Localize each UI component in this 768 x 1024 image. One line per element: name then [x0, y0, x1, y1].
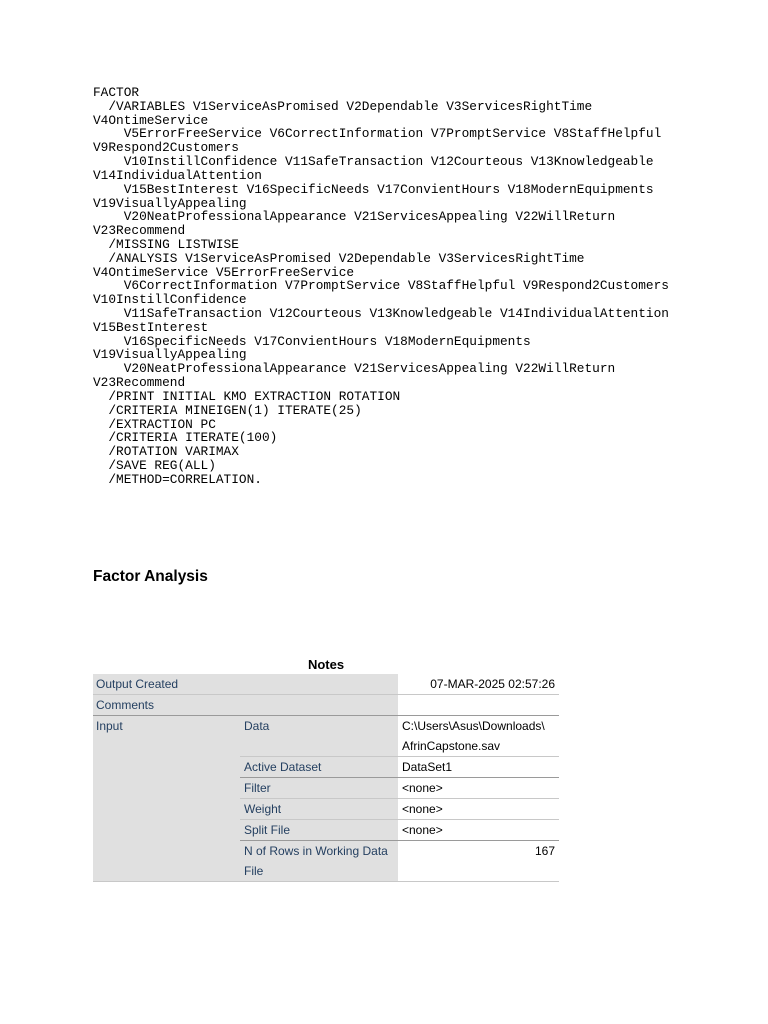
factor-syntax-block — [93, 86, 669, 487]
syntax-line: V4OntimeService — [93, 112, 209, 128]
table-row — [93, 757, 559, 778]
syntax-line: /VARIABLES V1ServiceAsPromised V2Dependable V3ServicesRightTime — [93, 98, 593, 114]
active-dataset-value: DataSet1 — [398, 757, 559, 778]
syntax-line: V23Recommend — [93, 223, 186, 239]
syntax-line: V15BestInterest V16SpecificNeeds V17ConvientHours V18ModernEquipments — [93, 181, 654, 197]
syntax-line: /CRITERIA ITERATE(100) — [93, 430, 278, 446]
syntax-line: V10InstillConfidence — [93, 292, 247, 308]
data-label: Data — [244, 719, 270, 733]
n-rows-value-text: 167 — [534, 844, 555, 858]
syntax-line: V20NeatProfessionalAppearance V21ServicesAppealing V22WillReturn — [93, 361, 616, 377]
section-title: Factor Analysis — [93, 568, 208, 585]
table-row — [93, 695, 559, 716]
notes-table — [93, 674, 559, 882]
input-label: Input — [93, 716, 240, 757]
filter-value: <none> — [398, 778, 559, 799]
table-row — [93, 778, 559, 799]
syntax-line: V19VisuallyAppealing — [93, 347, 247, 363]
table-row — [93, 716, 559, 757]
output-created-label: Output Created — [93, 674, 398, 695]
syntax-line: /ROTATION VARIMAX — [93, 444, 239, 460]
n-rows-label-line1: N of Rows in Working Data — [244, 844, 388, 858]
notes-table-title: Notes — [307, 657, 345, 672]
weight-label: Weight — [240, 799, 398, 820]
output-created-value: 07-MAR-2025 02:57:26 — [398, 674, 559, 695]
table-row — [93, 799, 559, 820]
syntax-line: /SAVE REG(ALL) — [93, 457, 216, 473]
split-file-value: <none> — [398, 820, 559, 841]
syntax-line: V20NeatProfessionalAppearance V21ServicesAppealing V22WillReturn — [93, 209, 616, 225]
syntax-line: V19VisuallyAppealing — [93, 195, 247, 211]
active-dataset-label: Active Dataset — [240, 757, 398, 778]
syntax-line: V14IndividualAttention — [93, 167, 262, 183]
syntax-line: V16SpecificNeeds V17ConvientHours V18ModernEquipments — [93, 333, 531, 349]
syntax-line: FACTOR — [93, 85, 140, 100]
syntax-line: V11SafeTransaction V12Courteous V13Knowledgeable V14IndividualAttention — [93, 306, 669, 321]
table-row — [93, 674, 559, 695]
syntax-line: V10InstillConfidence V11SafeTransaction V12Courteous V13Knowledgeable — [93, 154, 654, 170]
table-row — [93, 841, 559, 882]
data-value-line1: C:\Users\Asus\Downloads\ — [402, 719, 545, 733]
syntax-line: V15BestInterest — [93, 319, 209, 335]
comments-value — [398, 695, 559, 716]
syntax-line: V23Recommend — [93, 375, 186, 391]
table-row — [93, 820, 559, 841]
n-rows-label-line2: File — [244, 864, 264, 878]
split-file-label: Split File — [240, 820, 398, 841]
syntax-line: /ANALYSIS V1ServiceAsPromised V2Dependable V3ServicesRightTime — [93, 250, 585, 266]
syntax-line: /CRITERIA MINEIGEN(1) ITERATE(25) — [93, 402, 362, 418]
syntax-line: /EXTRACTION PC — [93, 416, 216, 432]
data-value-line2: AfrinCapstone.sav — [402, 739, 501, 753]
syntax-line: /PRINT INITIAL KMO EXTRACTION ROTATION — [93, 388, 401, 404]
syntax-line: V5ErrorFreeService V6CorrectInformation V7PromptService V8StaffHelpful — [93, 126, 662, 142]
filter-label: Filter — [240, 778, 398, 799]
syntax-line: V4OntimeService V5ErrorFreeService — [93, 264, 355, 280]
weight-value: <none> — [398, 799, 559, 820]
n-rows-label — [240, 841, 398, 882]
syntax-line: /METHOD=CORRELATION. — [93, 471, 262, 487]
syntax-line: V9Respond2Customers — [93, 140, 239, 156]
data-value — [398, 716, 559, 757]
syntax-line: /MISSING LISTWISE — [93, 236, 239, 252]
n-rows-value — [398, 841, 559, 882]
comments-label: Comments — [93, 695, 398, 716]
syntax-line: V6CorrectInformation V7PromptService V8StaffHelpful V9Respond2Customers — [93, 278, 669, 294]
